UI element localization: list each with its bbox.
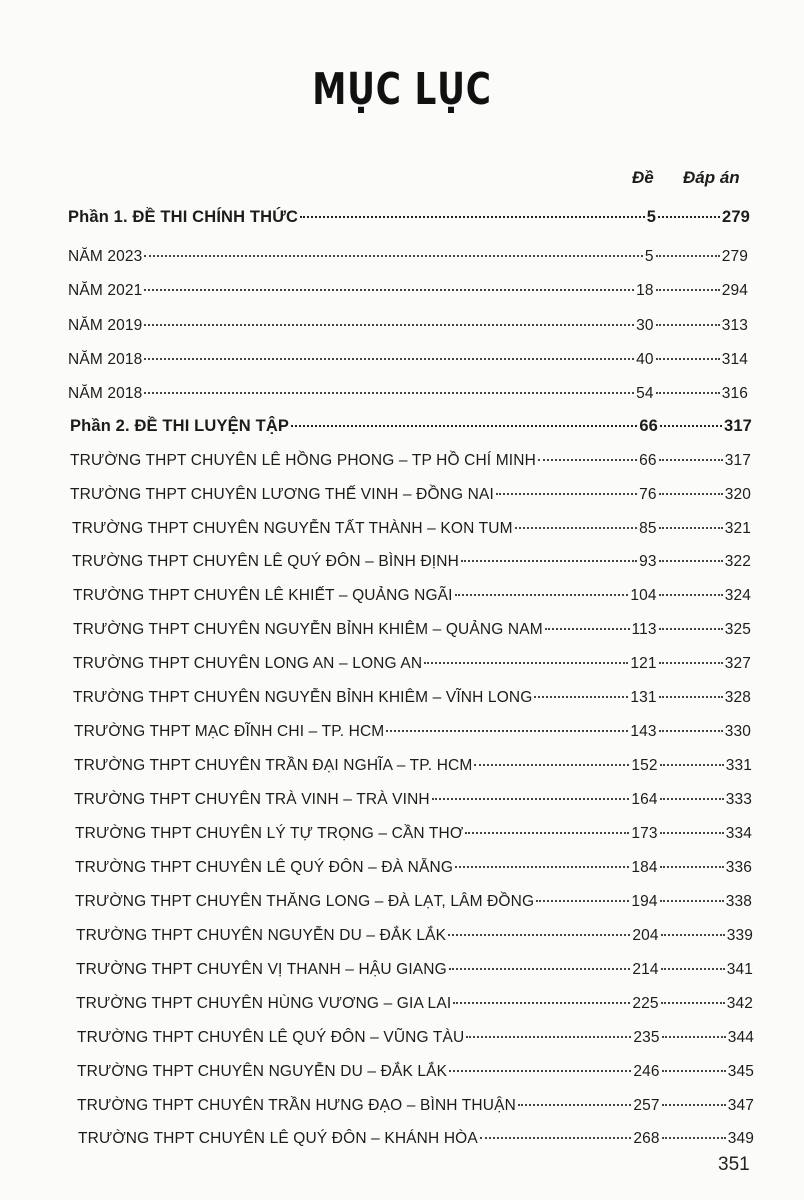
toc-entry-page-dap-an: 330 — [724, 723, 751, 740]
leader-dots — [656, 255, 720, 257]
toc-entry-title: TRƯỜNG THPT CHUYÊN LÊ KHIẾT – QUẢNG NGÃI — [73, 587, 453, 604]
toc-row — [70, 450, 751, 472]
leader-dots — [662, 1036, 726, 1038]
toc-entry-title: NĂM 2018 — [68, 385, 143, 402]
toc-entry-title: NĂM 2018 — [68, 351, 143, 368]
leader-dots — [660, 866, 724, 868]
toc-entry-page-de: 204 — [632, 927, 659, 944]
toc-entry-page-de: 152 — [631, 757, 658, 774]
toc-entry-page-dap-an: 313 — [721, 317, 748, 334]
leader-dots — [536, 900, 629, 902]
toc-entry-page-dap-an: 347 — [727, 1097, 754, 1114]
leader-dots — [659, 730, 723, 732]
toc-section-row — [68, 206, 750, 228]
leader-dots — [656, 392, 720, 394]
toc-row — [76, 959, 753, 981]
toc-entry-page-dap-an: 279 — [721, 248, 748, 265]
leader-dots — [291, 425, 637, 427]
toc-entry-page-de: 257 — [633, 1097, 660, 1114]
toc-entry-page-de: 131 — [630, 689, 657, 706]
toc-row — [76, 993, 753, 1015]
column-header-de: Đề — [632, 168, 654, 187]
leader-dots — [144, 358, 634, 360]
toc-entry-page-dap-an: 336 — [725, 859, 752, 876]
leader-dots — [515, 527, 638, 529]
leader-dots — [449, 1070, 631, 1072]
leader-dots — [465, 832, 629, 834]
toc-entry-title: Phần 2. ĐỀ THI LUYỆN TẬP — [70, 417, 290, 435]
toc-entry-title: TRƯỜNG THPT CHUYÊN NGUYỄN BỈNH KHIÊM – QUẢNG NAM — [73, 621, 543, 638]
toc-row — [77, 1061, 754, 1083]
toc-entry-page-de: 5 — [644, 248, 654, 265]
toc-entry-title: TRƯỜNG THPT CHUYÊN LONG AN – LONG AN — [73, 655, 423, 672]
toc-entry-title: TRƯỜNG THPT CHUYÊN NGUYỄN TẤT THÀNH – KON TUM — [72, 520, 513, 537]
leader-dots — [659, 594, 723, 596]
page-title: MỤC LỤC — [312, 64, 492, 115]
toc-entry-page-de: 76 — [639, 486, 657, 503]
leader-dots — [455, 866, 629, 868]
toc-entry-page-dap-an: 314 — [721, 351, 748, 368]
leader-dots — [424, 662, 628, 664]
toc-row — [74, 789, 752, 811]
toc-entry-title: TRƯỜNG THPT CHUYÊN HÙNG VƯƠNG – GIA LAI — [76, 995, 452, 1012]
toc-entry-page-de: 173 — [631, 825, 658, 842]
leader-dots — [659, 560, 723, 562]
toc-entry-page-de: 143 — [630, 723, 657, 740]
leader-dots — [660, 425, 722, 427]
leader-dots — [534, 696, 628, 698]
leader-dots — [659, 493, 723, 495]
toc-entry-page-de: 268 — [633, 1130, 660, 1147]
leader-dots — [659, 696, 723, 698]
leader-dots — [144, 289, 634, 291]
toc-row — [73, 687, 751, 709]
toc-entry-title: TRƯỜNG THPT CHUYÊN LÊ QUÝ ĐÔN – KHÁNH HÒA — [78, 1130, 478, 1147]
toc-entry-page-dap-an: 294 — [721, 282, 748, 299]
toc-row — [74, 721, 751, 743]
toc-entry-page-de: 5 — [646, 208, 657, 226]
leader-dots — [518, 1104, 631, 1106]
toc-entry-page-dap-an: 321 — [724, 520, 751, 537]
toc-entry-page-de: 104 — [630, 587, 657, 604]
toc-row — [73, 619, 751, 641]
leader-dots — [661, 934, 725, 936]
toc-entry-page-dap-an: 349 — [727, 1130, 754, 1147]
leader-dots — [659, 459, 723, 461]
toc-section-row — [70, 415, 752, 437]
leader-dots — [144, 324, 634, 326]
toc-entry-title: NĂM 2021 — [68, 282, 143, 299]
leader-dots — [144, 392, 634, 394]
leader-dots — [659, 628, 723, 630]
toc-entry-page-de: 40 — [636, 351, 654, 368]
leader-dots — [466, 1036, 631, 1038]
leader-dots — [538, 459, 637, 461]
toc-entry-page-de: 54 — [636, 385, 654, 402]
toc-entry-page-de: 164 — [631, 791, 658, 808]
toc-entry-page-de: 235 — [633, 1029, 660, 1046]
leader-dots — [658, 216, 720, 218]
toc-entry-title: TRƯỜNG THPT CHUYÊN TRẦN HƯNG ĐẠO – BÌNH THUẬN — [77, 1097, 516, 1114]
toc-entry-page-dap-an: 333 — [725, 791, 752, 808]
toc-entry-title: TRƯỜNG THPT CHUYÊN TRÀ VINH – TRÀ VINH — [74, 791, 430, 808]
toc-entry-title: TRƯỜNG THPT CHUYÊN NGUYỄN DU – ĐẮK LẮK — [77, 1063, 448, 1080]
toc-row — [75, 823, 752, 845]
toc-entry-title: TRƯỜNG THPT CHUYÊN LÝ TỰ TRỌNG – CẦN THƠ — [75, 825, 464, 842]
toc-entry-title: Phần 1. ĐỀ THI CHÍNH THỨC — [68, 208, 299, 226]
leader-dots — [545, 628, 630, 630]
leader-dots — [661, 1002, 725, 1004]
leader-dots — [448, 934, 630, 936]
toc-entry-page-dap-an: 342 — [726, 995, 753, 1012]
toc-entry-page-dap-an: 320 — [724, 486, 751, 503]
toc-entry-page-dap-an: 328 — [724, 689, 751, 706]
leader-dots — [656, 324, 720, 326]
leader-dots — [661, 968, 725, 970]
toc-entry-title: TRƯỜNG THPT CHUYÊN LÊ QUÝ ĐÔN – VŨNG TÀU — [77, 1029, 465, 1046]
toc-entry-page-de: 30 — [636, 317, 654, 334]
column-header-dap-an: Đáp án — [683, 168, 740, 187]
toc-entry-page-de: 85 — [639, 520, 657, 537]
leader-dots — [656, 358, 720, 360]
toc-entry-page-de: 246 — [633, 1063, 660, 1080]
toc-entry-page-dap-an: 324 — [724, 587, 751, 604]
toc-row — [73, 585, 751, 607]
toc-row — [68, 315, 748, 337]
toc-entry-page-dap-an: 341 — [726, 961, 753, 978]
toc-entry-page-dap-an: 338 — [725, 893, 752, 910]
toc-entry-page-dap-an: 322 — [724, 553, 751, 570]
toc-entry-page-de: 18 — [636, 282, 654, 299]
toc-entry-title: TRƯỜNG THPT CHUYÊN VỊ THANH – HẬU GIANG — [76, 961, 447, 978]
toc-entry-page-dap-an: 344 — [727, 1029, 754, 1046]
leader-dots — [432, 798, 630, 800]
leader-dots — [453, 1002, 630, 1004]
toc-row — [77, 1027, 754, 1049]
toc-entry-page-dap-an: 334 — [725, 825, 752, 842]
toc-entry-page-dap-an: 327 — [724, 655, 751, 672]
toc-row — [70, 484, 751, 506]
toc-entry-page-dap-an: 317 — [724, 452, 751, 469]
toc-entry-title: TRƯỜNG THPT CHUYÊN LƯƠNG THẾ VINH – ĐỒNG NAI — [70, 486, 494, 503]
toc-entry-title: TRƯỜNG THPT CHUYÊN NGUYỄN BỈNH KHIÊM – VĨNH LONG — [73, 689, 533, 706]
leader-dots — [480, 1137, 632, 1139]
leader-dots — [659, 527, 723, 529]
toc-entry-page-dap-an: 325 — [724, 621, 751, 638]
toc-entry-page-de: 113 — [631, 621, 657, 638]
leader-dots — [656, 289, 720, 291]
toc-entry-title: TRƯỜNG THPT CHUYÊN LÊ QUÝ ĐÔN – BÌNH ĐỊNH — [72, 553, 459, 570]
leader-dots — [386, 730, 628, 732]
leader-dots — [461, 560, 637, 562]
leader-dots — [660, 798, 724, 800]
leader-dots — [455, 594, 629, 596]
leader-dots — [660, 900, 724, 902]
leader-dots — [474, 764, 629, 766]
toc-entry-page-dap-an: 339 — [726, 927, 753, 944]
toc-row — [68, 280, 748, 302]
leader-dots — [449, 968, 631, 970]
leader-dots — [662, 1070, 726, 1072]
leader-dots — [144, 255, 642, 257]
toc-entry-page-dap-an: 279 — [722, 208, 750, 226]
toc-row — [74, 755, 752, 777]
toc-entry-page-de: 66 — [639, 452, 657, 469]
toc-row — [72, 518, 751, 540]
toc-entry-page-de: 184 — [631, 859, 658, 876]
toc-entry-title: TRƯỜNG THPT CHUYÊN NGUYỄN DU – ĐẮK LẮK — [76, 927, 447, 944]
toc-entry-page-dap-an: 316 — [721, 385, 748, 402]
toc-entry-page-de: 225 — [632, 995, 659, 1012]
toc-entry-title: NĂM 2023 — [68, 248, 143, 265]
toc-entry-page-de: 214 — [632, 961, 659, 978]
leader-dots — [496, 493, 637, 495]
toc-row — [78, 1128, 754, 1150]
toc-entry-page-de: 121 — [630, 655, 657, 672]
leader-dots — [660, 832, 724, 834]
toc-row — [75, 857, 752, 879]
leader-dots — [660, 764, 724, 766]
toc-entry-title: TRƯỜNG THPT CHUYÊN TRẦN ĐẠI NGHĨA – TP. HCM — [74, 757, 473, 774]
toc-entry-page-dap-an: 345 — [727, 1063, 754, 1080]
leader-dots — [659, 662, 723, 664]
leader-dots — [662, 1104, 726, 1106]
toc-row — [75, 891, 752, 913]
page-number: 351 — [718, 1154, 750, 1175]
toc-entry-page-dap-an: 317 — [724, 417, 752, 435]
toc-entry-title: TRƯỜNG THPT MẠC ĐĨNH CHI – TP. HCM — [74, 723, 385, 740]
column-headers — [0, 168, 804, 192]
toc-entry-title: NĂM 2019 — [68, 317, 143, 334]
toc-entry-title: TRƯỜNG THPT CHUYÊN THĂNG LONG – ĐÀ LẠT, LÂM ĐỒNG — [75, 893, 535, 910]
leader-dots — [662, 1137, 726, 1139]
toc-row — [68, 349, 748, 371]
toc-row — [73, 653, 751, 675]
toc-row — [68, 383, 748, 405]
toc-entry-title: TRƯỜNG THPT CHUYÊN LÊ HỒNG PHONG – TP HỒ CHÍ MINH — [70, 452, 536, 469]
toc-row — [72, 551, 751, 573]
toc-row — [68, 246, 748, 268]
toc-entry-page-de: 194 — [631, 893, 658, 910]
toc-row — [77, 1095, 754, 1117]
toc-entry-page-dap-an: 331 — [725, 757, 752, 774]
toc-entry-page-de: 93 — [639, 553, 657, 570]
toc-entry-page-de: 66 — [639, 417, 659, 435]
leader-dots — [300, 216, 645, 218]
toc-entry-title: TRƯỜNG THPT CHUYÊN LÊ QUÝ ĐÔN – ĐÀ NẴNG — [75, 859, 454, 876]
toc-row — [76, 925, 753, 947]
